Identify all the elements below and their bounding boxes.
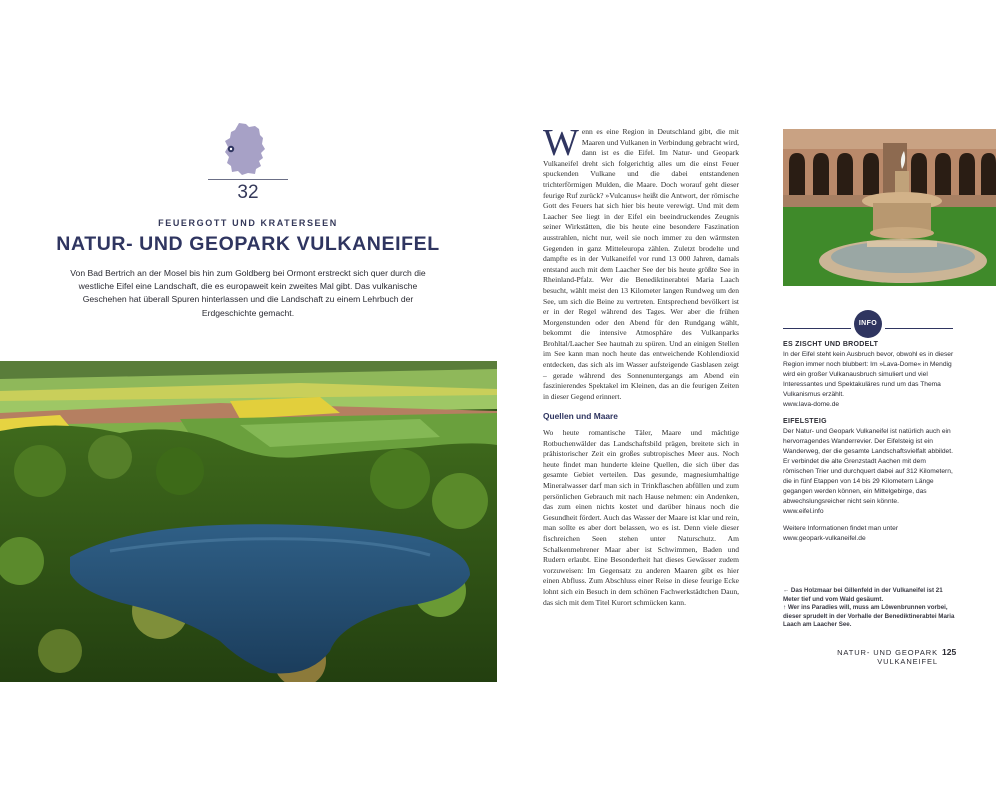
caption-line: ← Das Holzmaar bei Gillenfeld in der Vulkaneifel ist 21 Meter tief und vom Wald gesäumt. <box>783 587 943 603</box>
running-title: NATUR- UND GEOPARK VULKANEIFEL <box>837 648 938 666</box>
holzmaar-photo <box>0 361 497 682</box>
info-heading: EIFELSTEIG <box>783 418 827 425</box>
article-body <box>543 122 739 608</box>
drop-cap: W <box>543 122 579 164</box>
kicker: FEUERGOTT UND KRATERSEEN <box>158 218 338 228</box>
fountain-photo <box>783 129 996 286</box>
page-title: NATUR- UND GEOPARK VULKANEIFEL <box>56 233 440 255</box>
info-link[interactable]: www.eifel.info <box>783 508 824 515</box>
info-more-link[interactable]: www.geopark-vulkaneifel.de <box>783 535 866 542</box>
info-text: In der Eifel steht kein Ausbruch bevor, obwohl es in dieser Region immer noch blubbert: Im »Lava-Dome« in Mendig wird ein großer Vulkanausbruch simuliert und viel Interessantes und Spektakuläres rund um das Thema Vulkanismus erzählt. <box>783 351 954 398</box>
info-more <box>783 524 955 544</box>
chapter-number: 32 <box>237 182 259 203</box>
section-heading: Quellen und Maare <box>543 411 618 422</box>
info-paragraph <box>783 427 955 517</box>
page-number: 125 <box>942 647 957 657</box>
info-text: Der Natur- und Geopark Vulkaneifel ist natürlich auch ein hervorragendes Wanderrevier. Der Eifelsteig ist ein Wanderweg, der die gesamte Landschaftsvielfalt abbildet. Er verbindet die alte Grenzstadt Aachen mit dem römischen Trier und durchquert dabei auf 312 Kilometern, die in fünf Etappen von 14 bis 29 Kilometern Länge gegangen werden können, ein Mittelgebirge, das abwechslungsreicher nicht sein könnte. <box>783 428 953 505</box>
divider <box>783 328 851 329</box>
info-paragraph <box>783 350 955 410</box>
germany-map-icon <box>222 122 268 176</box>
info-heading: ES ZISCHT UND BRODELT <box>783 341 879 348</box>
divider <box>885 328 953 329</box>
lead-paragraph: Von Bad Bertrich an der Mosel bis hin zum Goldberg bei Ormont erstreckt sich quer durch die westliche Eifel eine Landschaft, die es europaweit kein zweites Mal gibt. Das vulkanische Geschehen hat überall Spuren hinterlassen und die Landschaft zu einem Lehrbuch der Erdgeschichte gemacht. <box>70 268 426 318</box>
divider <box>208 179 288 180</box>
info-more-text: Weitere Informationen findet man unter <box>783 525 899 532</box>
caption-line: ↑ Wer ins Paradies will, muss am Löwenbrunnen vorbei, dieser sprudelt in der Vorhalle der Benediktinerabtei Maria Laach am Laacher See. <box>783 604 955 628</box>
photo-caption <box>783 587 955 630</box>
info-link[interactable]: www.lava-dome.de <box>783 401 840 408</box>
info-badge: INFO <box>854 310 882 338</box>
article-intro: enn es eine Region in Deutschland gibt, die mit Maaren und Vulkanen in Verbindung gebracht wird, dann ist es die Eifel. Im Natur- und Geopark Vulkaneifel dreht sich folgerichtig alles um die einst Feuer spuckenden Vulkane und die dabei entstandenen trichterförmigen Mulden, die Maare. Doch worauf geht dieser feurige Ruf zurück? »Vulcanus« heißt die Antwort, der römische Gott des Feuers hat sich hier bis heute verewigt. Und mit dem Laacher See liegt in der Eifel ein beeindruckendes Zeugnis seiner Wirkstätten, die bis heute eine besondere Faszination ausstrahlen, nicht nur, weil sie noch immer zu den wärmsten Gegenden in ganz Mitteleuropa zählen. Zuletzt brodelte und dampfte es in der Vulkaneifel vor rund 13 000 Jahren, damals entstand auch mit dem Laacher See der bis heute größte See in Rheinland-Pfalz. Wer die Benediktinerabtei Maria Laach besucht, wählt meist den 13 Kilometer langen Rundweg um den See, um sich die Beine zu vertreten. Entsprechend bevölkert ist er in der Regel während des Tages. Wer aber die frühen Morgenstunden oder den Abend für den Rundgang wählt, bekommt die intensive Atmosphäre des Vulkanparks Brohltal/Laacher See hautnah zu spüren. Und an einigen Stellen im See kann man noch heute das entweichende Kohlendioxid entdecken, das sich als im Wasser aufsteigende Gasblasen zeigt – gerade während des Sonnenuntergangs am Abend ein faszinierendes Spektakel im Kleinen, das an die feurigen Zeiten in dieser Gegend erinnert. <box>543 127 739 401</box>
article-paragraph: Wo heute romantische Täler, Maare und mächtige Rotbuchenwälder das Landschaftsbild prägen, breitete sich in prähistorischer Zeit ein großes subtropisches Meer aus. Noch heute findet man hunderte kleine Quellen, die sich über das gesamte Gebiet verteilen. Das gesunde, magnesiumhaltige Mineralwasser darf man sich in Trinkflaschen abfüllen und zum persönlichen Gebrauch mit nach Hause nehmen: ein Andenken, das zum einen nichts kostet und darüber hinaus noch die Gesundheit fördert. Auch das Wasser der Maare ist klar und rein, man sollte es aber dort belassen, wo es ist. Denn viele dieser fischreichen Seen stehen unter Naturschutz. Am Schalkenmehrener Maar aber ist Schwimmen, Baden und Rudern erlaubt. Eine Besonderheit hat dieses Gewässer zudem vorzuweisen: Im Gegensatz zu anderen Maaren gibt es hier einen Abfluss. Zum Abschluss einer Reise in diese feurige Ecke lohnt sich ein Besuch in dem schönen Fachwerkstädtchen Daun, das sich mit dem Titel Kurort schmücken kann. <box>543 428 739 607</box>
info-box <box>783 340 955 551</box>
